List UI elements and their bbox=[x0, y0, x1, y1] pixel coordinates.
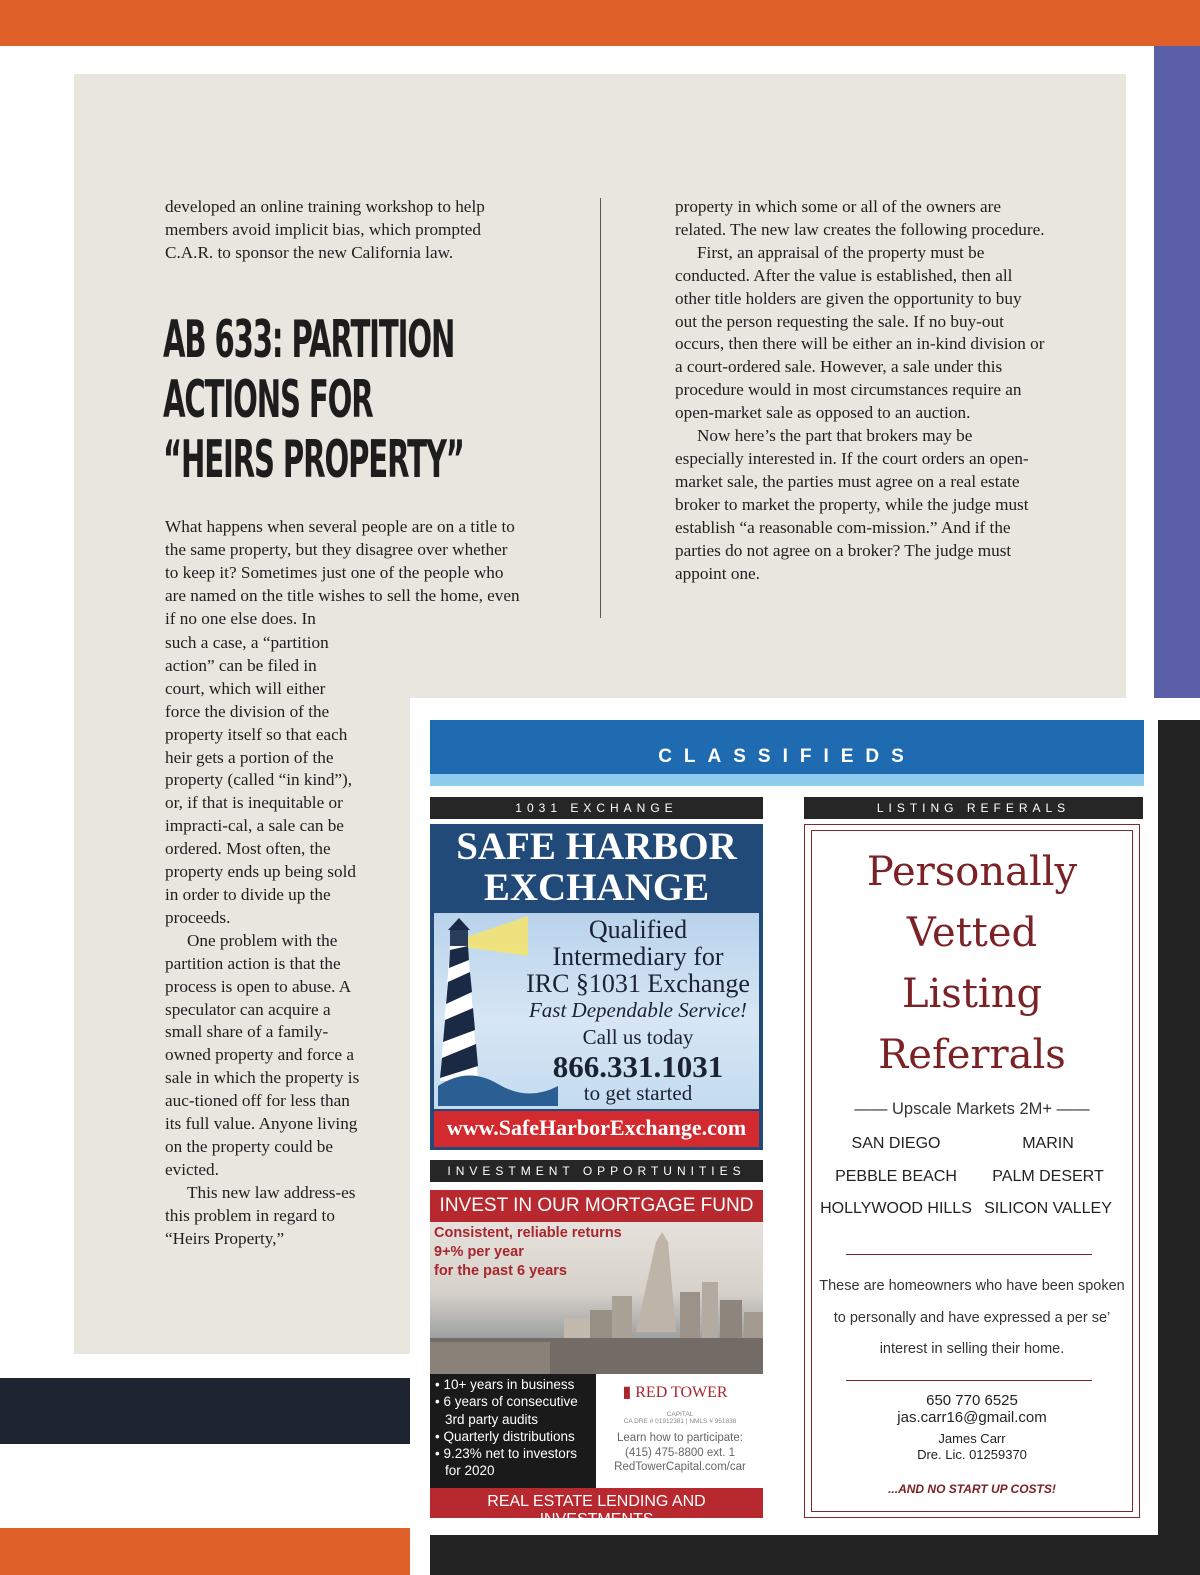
category-label-listing: LISTING REFERALS bbox=[804, 797, 1143, 819]
classifieds-banner-stripe bbox=[430, 774, 1144, 786]
ornament-divider bbox=[846, 1254, 1092, 1255]
ornament-divider bbox=[846, 1380, 1092, 1381]
classifieds-title: CLASSIFIEDS bbox=[658, 746, 916, 767]
category-label-investment: INVESTMENT OPPORTUNITIES bbox=[430, 1160, 763, 1182]
listing-referrals-title bbox=[811, 842, 1133, 1086]
article-paragraph: Now here’s the part that brokers may be especially interested in. If the court orders an open-market sale, the parties must agree on a real estate broker to market the property, while the judge must establish “a reasonable com-mission.” And if the parties do not agree on a broker? The judge must appoint one. bbox=[675, 426, 1029, 583]
title-line: Listing bbox=[901, 971, 1043, 1017]
safe-harbor-phone[interactable]: 866.331.1031 bbox=[552, 1049, 724, 1084]
contact-license: Dre. Lic. 01259370 bbox=[917, 1447, 1027, 1462]
article-paragraph: One problem with the partition action is that the process is open to abuse. A speculator can acquire a small share of a family-owned property and force a sale in which the property is auc-tioned off for less than its full value. Anyone living on the property could be evicted. bbox=[165, 930, 360, 1179]
safe-harbor-details bbox=[518, 916, 758, 1105]
dark-frame-bottom bbox=[430, 1535, 1200, 1575]
service-tagline: Fast Dependable Service! bbox=[528, 998, 748, 1022]
description-line: These are homeowners who have been spoken bbox=[819, 1278, 1125, 1294]
safe-harbor-title-line: SAFE HARBOR bbox=[456, 825, 737, 868]
article-narrow-column bbox=[165, 632, 360, 1250]
tower-icon: ▮ bbox=[622, 1384, 632, 1401]
red-tower-contact bbox=[600, 1431, 760, 1475]
lighthouse-icon bbox=[438, 916, 528, 1106]
contact-name: James Carr bbox=[938, 1431, 1006, 1446]
article-right-column bbox=[675, 196, 1045, 585]
market-item: HOLLYWOOD HILLS bbox=[820, 1200, 972, 1217]
list-item: • Quarterly distributions bbox=[432, 1428, 594, 1445]
qualified-text: Qualified bbox=[588, 915, 688, 944]
tagline: Consistent, reliable returns bbox=[434, 1225, 622, 1241]
mortgage-taglines bbox=[434, 1224, 654, 1281]
upscale-markets-heading bbox=[811, 1100, 1133, 1119]
title-line: Personally bbox=[866, 849, 1078, 895]
listing-description bbox=[811, 1271, 1133, 1366]
list-item: • 6 years of consecutive 3rd party audits bbox=[432, 1393, 594, 1428]
tagline: 9+% per year bbox=[434, 1244, 524, 1260]
safe-harbor-title-line: EXCHANGE bbox=[483, 866, 710, 909]
logo-text: RED TOWER bbox=[635, 1384, 728, 1401]
contact-phone[interactable]: 650 770 6525 bbox=[926, 1392, 1018, 1409]
article-paragraph: First, an appraisal of the property must be conducted. After the value is established, then all other title holders are given the opportunity to buy out the person requesting the sale. If no buy-out occurs, then there will be either an in-kind division or a court-ordered sale. However, a sale under this procedure would in most circumstances require an open-market sale as opposed to an auction. bbox=[675, 242, 1045, 423]
logo-subtitle: CAPITAL bbox=[666, 1411, 694, 1418]
market-item: PALM DESERT bbox=[992, 1168, 1104, 1185]
article-left-column: What happens when several people are on a title to the same property, but they disagree over whether to keep it? Sometimes just one of the people who are named on the title wishes to sell the home, even if no one else does. In bbox=[165, 517, 520, 628]
listing-contact bbox=[811, 1392, 1133, 1463]
market-item: SAN DIEGO bbox=[851, 1135, 941, 1152]
list-item: • 10+ years in business bbox=[432, 1376, 594, 1393]
title-line: Referrals bbox=[878, 1032, 1066, 1078]
article-paragraph: This new law address-es this problem in regard to “Heirs Property,” bbox=[165, 1182, 356, 1248]
irc-text: IRC §1031 Exchange bbox=[526, 969, 750, 998]
mortgage-fund-ad[interactable] bbox=[430, 1190, 763, 1528]
top-color-band bbox=[0, 0, 1200, 46]
red-tower-logo bbox=[620, 1382, 730, 1402]
dark-band-left bbox=[0, 1378, 410, 1444]
red-tower-license bbox=[616, 1411, 744, 1425]
safe-harbor-ad[interactable] bbox=[430, 824, 763, 1150]
right-color-band bbox=[1154, 46, 1200, 698]
market-item: MARIN bbox=[1022, 1135, 1074, 1152]
license-numbers: CA DRE # 01912381 | NMLS # 951838 bbox=[623, 1418, 737, 1425]
features-list bbox=[432, 1376, 594, 1480]
rule-decoration: —— bbox=[1056, 1100, 1090, 1118]
list-item: • 9.23% net to investors for 2020 bbox=[432, 1445, 594, 1480]
tagline: for the past 6 years bbox=[434, 1263, 567, 1279]
title-line: Vetted bbox=[906, 910, 1038, 956]
article-intro: developed an online training workshop to help members avoid implicit bias, which prompted C.A.R. to sponsor the new California law. bbox=[165, 197, 485, 262]
mortgage-headline: INVEST IN OUR MORTGAGE FUND bbox=[439, 1195, 754, 1216]
category-label-1031: 1031 EXCHANGE bbox=[430, 797, 763, 819]
call-text: Call us today bbox=[582, 1025, 694, 1049]
safe-harbor-title bbox=[430, 826, 763, 908]
contact-email[interactable]: jas.carr16@gmail.com bbox=[897, 1409, 1047, 1426]
description-line: to personally and have expressed a per se’ bbox=[833, 1309, 1111, 1326]
market-item: PEBBLE BEACH bbox=[835, 1168, 957, 1185]
article-paragraph: property in which some or all of the owners are related. The new law creates the following procedure. bbox=[675, 197, 1045, 239]
get-started-text: to get started bbox=[583, 1081, 693, 1105]
upscale-text: Upscale Markets 2M+ bbox=[891, 1100, 1052, 1118]
red-tower-link[interactable]: RedTowerCapital.com/car bbox=[614, 1461, 746, 1473]
column-divider bbox=[600, 198, 601, 618]
market-item: SILICON VALLEY bbox=[984, 1200, 1112, 1217]
learn-text: Learn how to participate: bbox=[617, 1432, 743, 1444]
bottom-color-band bbox=[0, 1528, 410, 1575]
mortgage-footer-text: REAL ESTATE LENDING AND INVESTMENTS bbox=[487, 1493, 706, 1528]
description-line: interest in selling their home. bbox=[879, 1341, 1065, 1357]
article-headline: AB 633: PARTITION ACTIONS FOR “HEIRS PROPERTY” bbox=[163, 310, 464, 490]
red-tower-phone[interactable]: (415) 475-8800 ext. 1 bbox=[625, 1446, 735, 1459]
no-startup-costs: ...AND NO START UP COSTS! bbox=[888, 1482, 1056, 1496]
article-paragraph: such a case, a “partition action” can be filed in court, which will either force the division of the property itself so that each heir gets a portion of the property (called “in kind”), or, if that is inequitable or impracti-cal, a sale can be ordered. Most often, the property ends up being sold in order to divide up the proceeds. bbox=[165, 633, 356, 927]
rule-decoration: —— bbox=[854, 1100, 888, 1118]
safe-harbor-link[interactable]: www.SafeHarborExchange.com bbox=[446, 1115, 747, 1140]
intermediary-text: Intermediary for bbox=[552, 942, 724, 971]
